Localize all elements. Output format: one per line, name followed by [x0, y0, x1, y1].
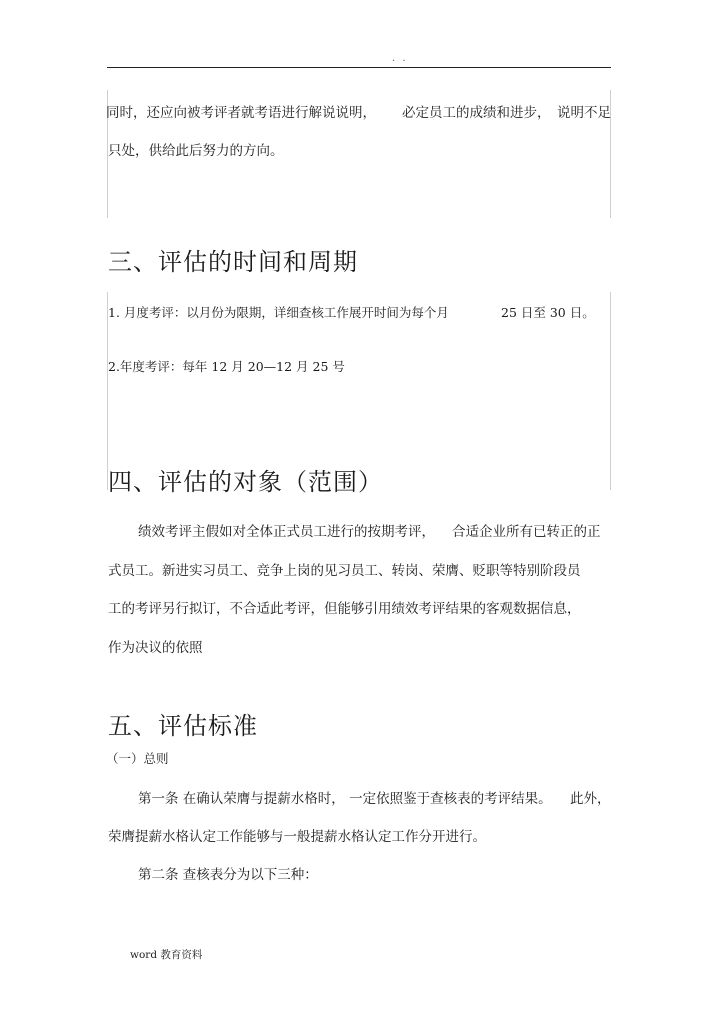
- paragraph-line: 只处，供给此后努力的方向。: [108, 143, 284, 159]
- section-heading: 五、评估标准: [108, 712, 258, 740]
- paragraph-line: 工的考评另行拟订，不合适此考评，但能够引用绩效考评结果的客观数据信息，: [108, 601, 581, 617]
- header-rule: [107, 67, 611, 68]
- paragraph-line: 式员工。新进实习员工、竞争上岗的见习员工、转岗、荣膺、贬职等特别阶段员: [108, 563, 581, 579]
- paragraph-line: 说明不足: [557, 105, 611, 121]
- paragraph-line: 合适企业所有已转正的正: [452, 524, 601, 540]
- paragraph-line: 同时，还应向被考评者就考语进行解说说明，: [106, 105, 376, 121]
- table-border-left: [107, 292, 108, 490]
- section-heading: 四、评估的对象（范围）: [108, 468, 383, 496]
- list-item: 1. 月度考评：以月份为限期，详细查核工作展开时间为每个月: [108, 305, 449, 320]
- paragraph-line: 绩效考评主假如对全体正式员工进行的按期考评，: [138, 524, 435, 540]
- table-border-right: [610, 292, 611, 490]
- header-dots: . .: [392, 53, 408, 64]
- paragraph-line: 必定员工的成绩和进步，: [402, 105, 551, 121]
- section-heading: 三、评估的时间和周期: [108, 248, 358, 276]
- list-item: 2.年度考评：每年 12 月 20—12 月 25 号: [108, 359, 345, 374]
- list-item: 25 日至 30 日。: [501, 305, 595, 320]
- paragraph-line: 荣膺提薪水格认定工作能够与一般提薪水格认定工作分开进行。: [108, 829, 486, 845]
- paragraph-line: 此外，: [570, 791, 611, 807]
- subsection-heading: （一）总则: [106, 751, 169, 766]
- paragraph-line: 作为决议的依照: [108, 640, 203, 656]
- page-footer: word 教育资料: [130, 949, 203, 961]
- paragraph-line: 第二条 查核表分为以下三种：: [138, 867, 318, 883]
- paragraph-line: 第一条 在确认荣膺与提薪水格时， 一定依照鉴于查核表的考评结果。: [138, 791, 552, 807]
